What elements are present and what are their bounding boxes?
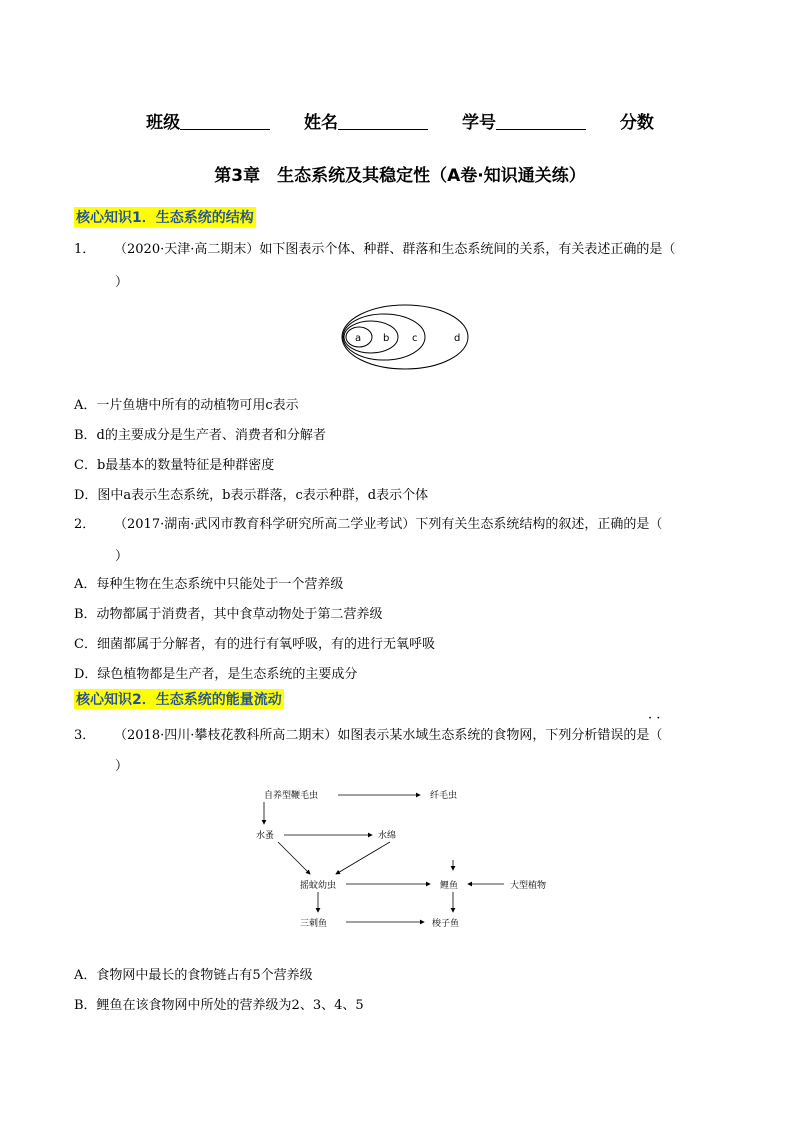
id-field[interactable] (462, 108, 586, 133)
question-text: （2017·湖南·武冈市教育科学研究所高二学业考试）下列有关生态系统结构的叙述，正确的是（ (114, 517, 663, 532)
emphasis-dots: · · (648, 711, 661, 726)
id-label: 学号 (461, 113, 496, 133)
option-1d[interactable]: D．图中a表示生态系统，b表示群落，c表示种群，d表示个体 (74, 488, 429, 503)
question-3-stem (74, 724, 662, 743)
question-text: （2020·天津·高二期末）如下图表示个体、种群、群落和生态系统间的关系，有关表述正确的是（ (114, 242, 676, 257)
venn-label-c: c (412, 333, 418, 344)
question-1-stem (74, 238, 675, 257)
question-number: 1． (74, 242, 96, 257)
food-web-diagram (240, 780, 580, 930)
question-2-answer-paren: ） (115, 549, 129, 564)
class-blank[interactable] (180, 113, 270, 130)
venn-ellipse-b (344, 321, 398, 353)
option-2a[interactable]: A．每种生物在生态系统中只能处于一个营养级 (74, 577, 344, 592)
venn-label-d: d (454, 333, 461, 344)
question-2-stem (74, 513, 662, 532)
arrow-spirogyra-midge (336, 842, 390, 874)
id-blank[interactable] (496, 113, 586, 130)
question-number: 3． (74, 728, 96, 743)
name-label: 姓名 (304, 113, 339, 133)
question-1-answer-paren: ） (115, 275, 129, 290)
question-3-answer-paren: ） (115, 759, 129, 774)
student-info-line (0, 108, 800, 133)
name-blank[interactable] (338, 113, 428, 130)
question-number: 2． (74, 517, 96, 532)
node-large-plant: 大型植物 (510, 881, 547, 891)
option-2b[interactable]: B．动物都属于消费者，其中食草动物处于第二营养级 (74, 607, 383, 622)
arrow-daphnia-midge (278, 842, 310, 874)
page-title: 第3章 生态系统及其稳定性（A卷·知识通关练） (214, 166, 586, 186)
option-1c[interactable]: C．b最基本的数量特征是种群密度 (74, 458, 275, 473)
node-stickleback: 三刺鱼 (300, 919, 328, 929)
node-pike: 梭子鱼 (432, 919, 460, 929)
name-field[interactable] (304, 108, 428, 133)
class-label: 班级 (146, 113, 181, 133)
option-3b[interactable]: B．鲤鱼在该食物网中所处的营养级为2、3、4、5 (74, 998, 364, 1013)
node-daphnia: 水蚤 (256, 831, 275, 841)
node-midge-larva: 摇蚊幼虫 (300, 881, 337, 891)
venn-label-a: a (355, 333, 362, 344)
option-3a[interactable]: A．食物网中最长的食物链占有5个营养级 (74, 968, 313, 983)
question-text: （2018·四川·攀枝花教科所高二期末）如图表示某水域生态系统的食物网，下列分析错误的是（ (114, 728, 663, 743)
score-field (620, 108, 654, 133)
venn-diagram (340, 302, 470, 372)
section-heading-1: 核心知识1．生态系统的结构 (74, 207, 256, 227)
option-2d[interactable]: D．绿色植物都是生产者，是生态系统的主要成分 (74, 667, 358, 682)
score-label: 分数 (619, 113, 654, 133)
option-1a[interactable]: A．一片鱼塘中所有的动植物可用c表示 (74, 398, 299, 413)
venn-label-b: b (383, 333, 390, 344)
option-1b[interactable]: B．d的主要成分是生产者、消费者和分解者 (74, 428, 326, 443)
node-autotrophic-flagellate: 自养型鞭毛虫 (264, 791, 319, 801)
option-2c[interactable]: C．细菌都属于分解者，有的进行有氧呼吸，有的进行无氧呼吸 (74, 637, 435, 652)
node-ciliate: 纤毛虫 (430, 791, 458, 801)
node-spirogyra: 水绵 (378, 831, 397, 841)
node-carp: 鲤鱼 (440, 881, 459, 891)
section-heading-2: 核心知识2．生态系统的能量流动 (74, 689, 284, 709)
class-field[interactable] (146, 108, 270, 133)
